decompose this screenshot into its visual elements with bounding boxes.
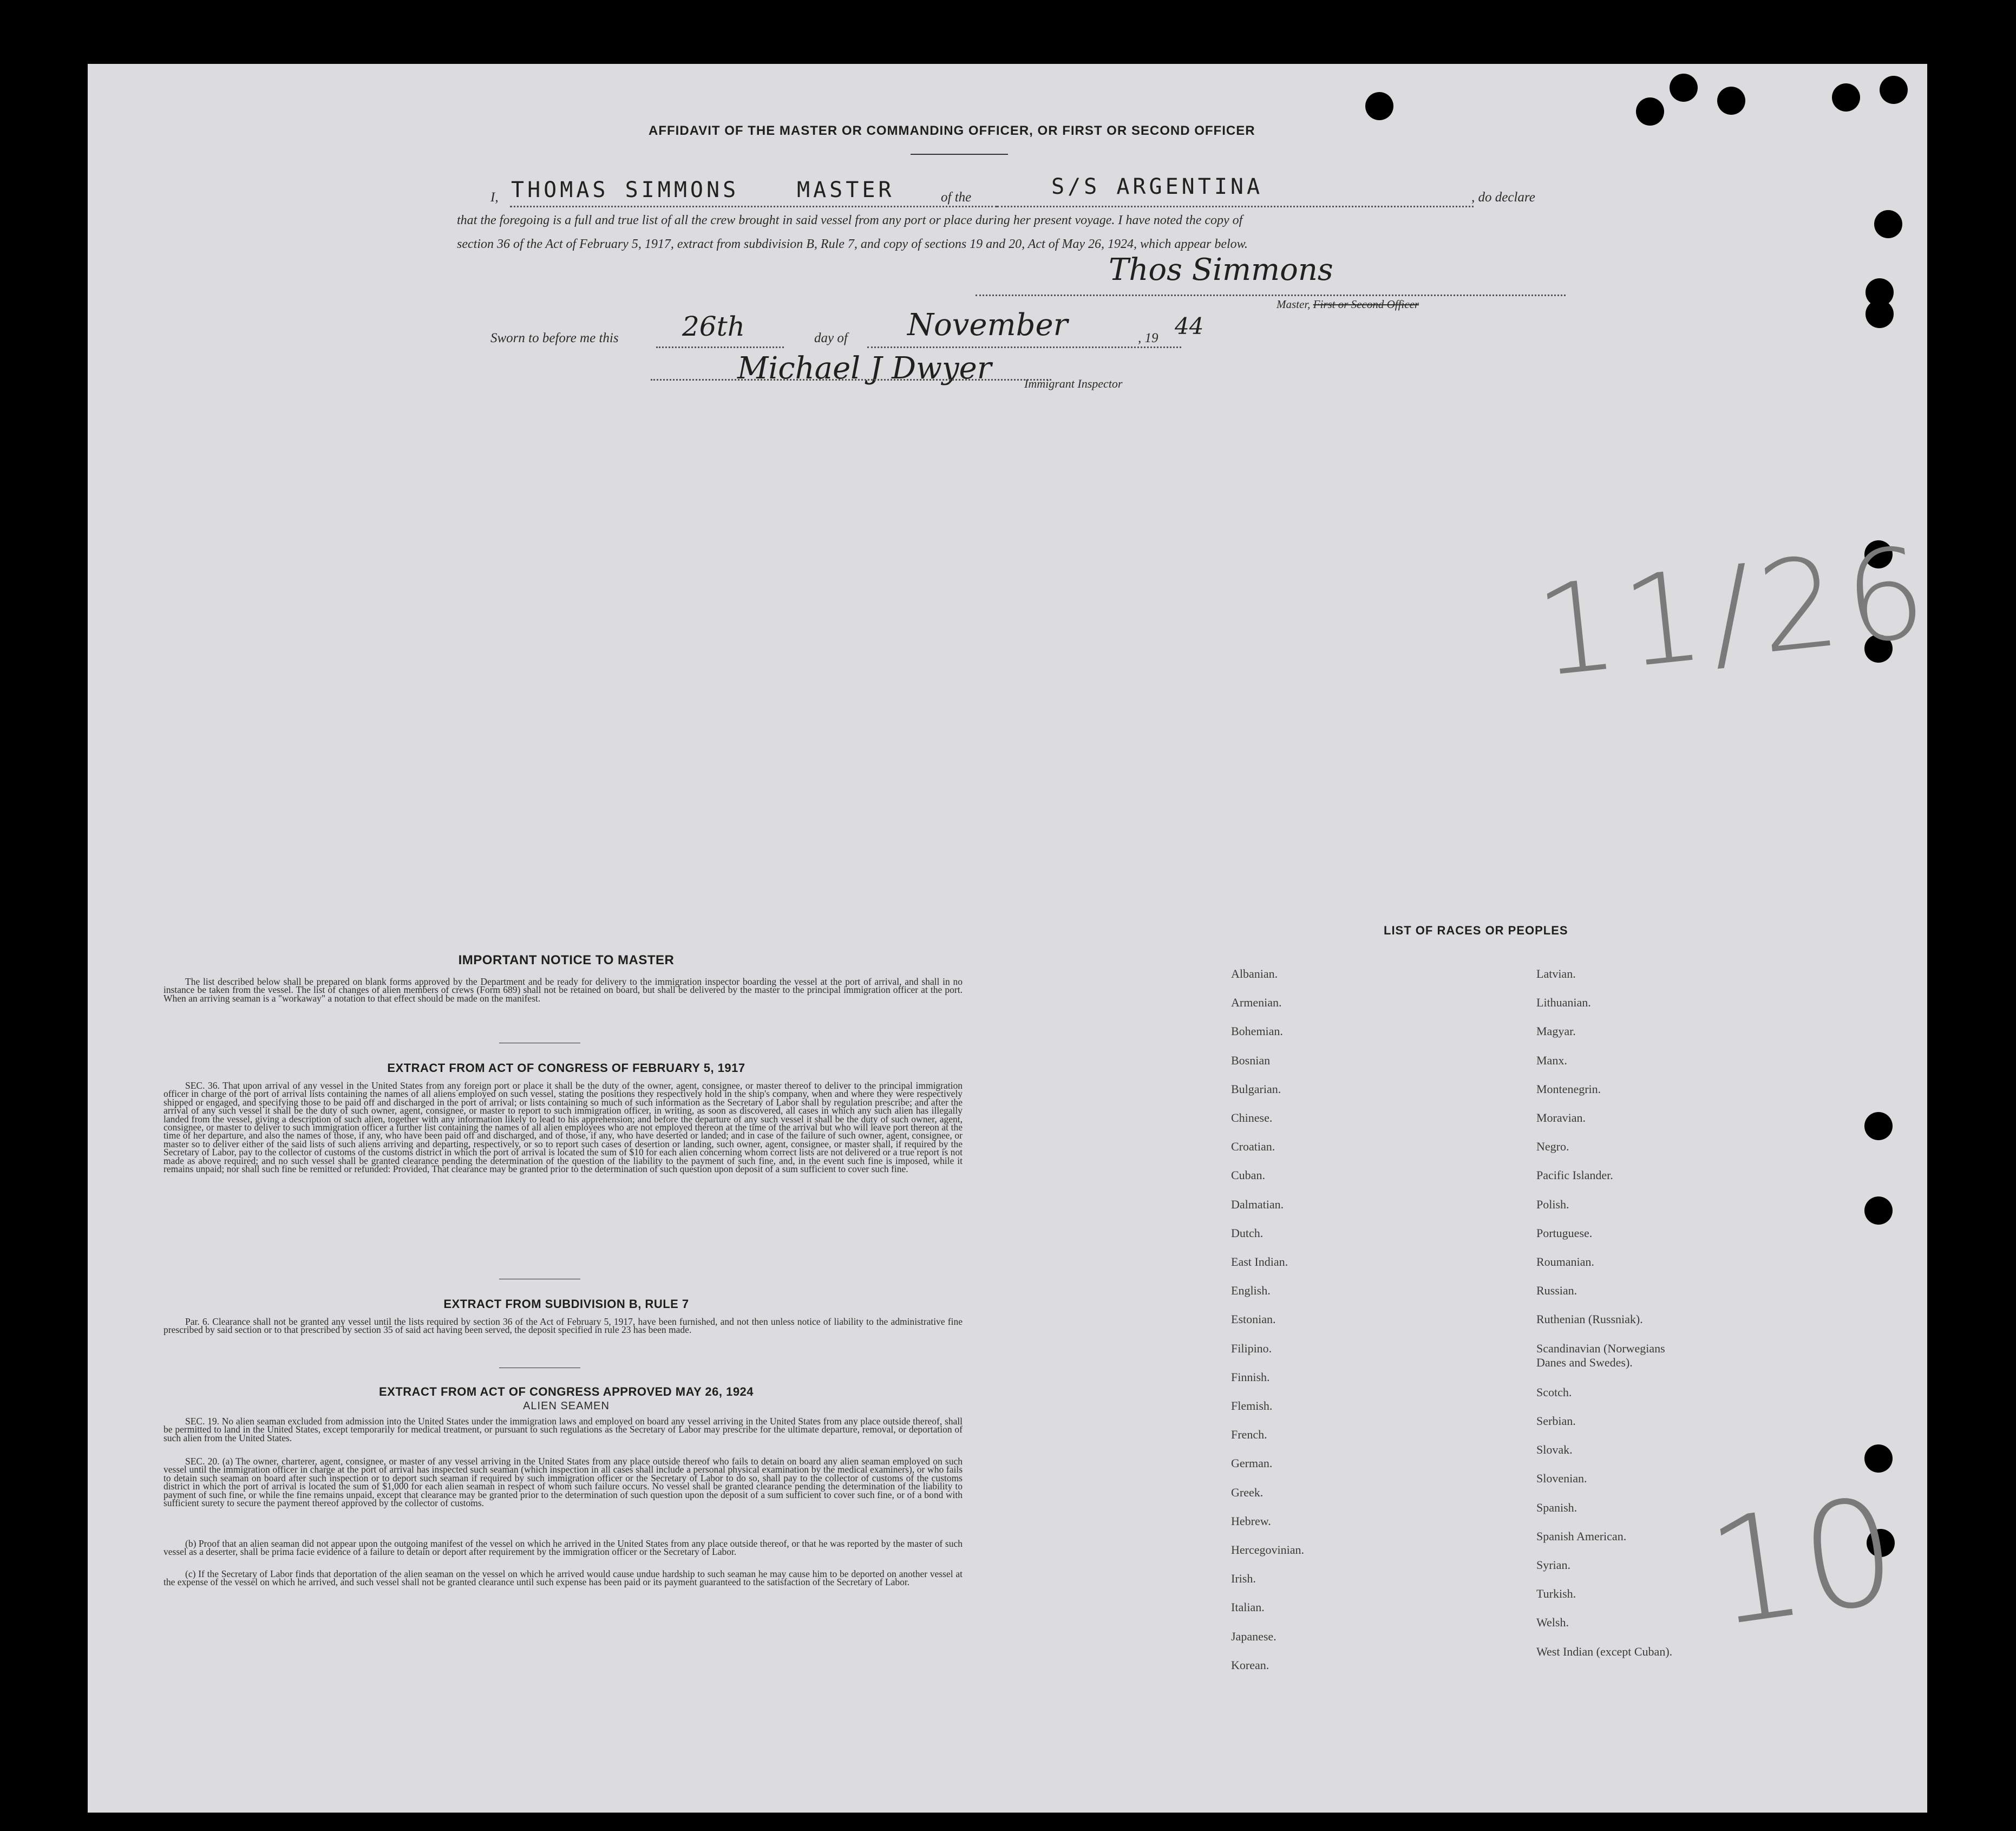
- race-item: Syrian.: [1536, 1558, 1570, 1572]
- affidavit-heading: AFFIDAVIT OF THE MASTER OR COMMANDING OFFICER, OR FIRST OR SECOND OFFICER: [649, 123, 1255, 138]
- punch-hole: [1864, 1196, 1893, 1225]
- signature-dotted-line: [976, 295, 1566, 296]
- punch-hole: [1874, 210, 1902, 238]
- month-dotted-line: [867, 346, 1181, 348]
- day-of-text: day of: [814, 331, 848, 345]
- race-item: Welsh.: [1536, 1616, 1569, 1630]
- master-caption-struck: First or Second Officer: [1313, 298, 1419, 311]
- extract-rule7-text: Par. 6. Clearance shall not be granted any vessel until the lists required by section 36 of the Act of February 5, 1917, have been furnished, and not then unless notice of liability to the administrative fine prescribed by said section or to that prescribed by section 35 of said act having been served, the deposit specified in rule 23 has been made.: [163, 1316, 963, 1336]
- punch-hole: [1832, 83, 1860, 112]
- race-item: Albanian.: [1231, 967, 1278, 980]
- master-signature: Thos Simmons: [1109, 252, 1333, 287]
- month-handwritten: November: [907, 308, 1068, 343]
- race-item: Croatian.: [1231, 1140, 1275, 1154]
- race-item: Japanese.: [1231, 1629, 1277, 1643]
- race-item: Lithuanian.: [1536, 996, 1591, 1010]
- race-item: Scandinavian (Norwegians: [1536, 1341, 1665, 1355]
- notice-title: IMPORTANT NOTICE TO MASTER: [458, 953, 675, 967]
- race-item: Moravian.: [1536, 1111, 1586, 1124]
- race-item: German.: [1231, 1456, 1273, 1470]
- race-item: Irish.: [1231, 1572, 1256, 1586]
- vessel-name-handwritten: S/S ARGENTINA: [1051, 174, 1264, 199]
- race-item: Slovenian.: [1536, 1472, 1587, 1486]
- race-item: Dalmatian.: [1231, 1197, 1284, 1211]
- day-dotted-line: [656, 346, 784, 348]
- race-item: Cuban.: [1231, 1168, 1265, 1182]
- race-item: Flemish.: [1231, 1399, 1273, 1413]
- race-item: Turkish.: [1536, 1587, 1576, 1601]
- extract-1924-title: EXTRACT FROM ACT OF CONGRESS APPROVED MAY 26, 1924: [378, 1385, 754, 1398]
- name-dotted-line: [510, 206, 997, 207]
- race-item: Negro.: [1536, 1140, 1569, 1154]
- heading-divider: [911, 154, 1008, 155]
- race-item: East Indian.: [1231, 1255, 1288, 1268]
- inspector-signature: Michael J Dwyer: [737, 351, 992, 386]
- race-item: Magyar.: [1536, 1024, 1576, 1038]
- race-item: Filipino.: [1231, 1341, 1272, 1355]
- race-item: Spanish.: [1536, 1500, 1578, 1514]
- race-item: Hercegovinian.: [1231, 1543, 1304, 1557]
- punch-hole: [1670, 74, 1698, 102]
- race-item: Armenian.: [1231, 996, 1282, 1010]
- extract-1917-text: SEC. 36. That upon arrival of any vessel in the United States from any foreign port or place it shall be the duty of the owner, agent, consignee, or master thereof to deliver to the principal immigration officer in charge of the port of arrival lists containing the names of all aliens employed on such vessel, stating the positions they respectively hold in the ship's company, when and where they were respectively shipped or engaged, and specifying those to be paid off and discharged in the port of arrival; or lists containing so much of such information as the Secretary of Labor shall by regulation prescribe; and after the arrival of any such vessel it shall be the duty of such owner, agent, consignee, or master to report to such immigration officer, in writing, as soon as discovered, all cases in which any such alien has illegally landed from the vessel, giving a description of such alien, together with any information likely to lead to his apprehension; and before the departure of any such vessel it shall be the duty of such owner, agent, consignee, or master to deliver to such immigration officer a further list containing the names of all alien employees who are not employed thereon at the time of the arrival but who will leave port thereon at the time of her departure, and also the names of those, if any, who have been paid off and discharged, and of those, if any, who have deserted or landed; and in case of the failure of such owner, agent, consignee, or master so to deliver either of the said lists of such aliens arriving and departing, respectively, or so to report such cases of desertion or landing, such owner, agent, consignee, or master shall, if required by the Secretary of Labor, pay to the collector of customs of the customs district in which the port of arrival is located the sum of $10 for each alien concerning whom correct lists are not delivered or a true report is not made as above required; and no such vessel shall be granted clearance pending the determination of the question of the liability to the payment of such fine, and, in the event such fine is imposed, while it remains unpaid; nor shall such fine be remitted or refunded: Provided, That clearance may be granted prior to the determination of such question upon deposit of a sum sufficient to cover such fine.: [163, 1080, 963, 1175]
- race-item: Finnish.: [1231, 1370, 1270, 1384]
- vessel-dotted-line: [997, 206, 1474, 207]
- race-item: Montenegrin.: [1536, 1082, 1601, 1096]
- extract-1924-sec19: SEC. 19. No alien seaman excluded from admission into the United States under the immigration laws and employed on board any vessel arriving in the United States from any place outside thereof, shall be permitted to land in the United States, except temporarily for medical treatment, or pursuant to such regulations as the Secretary of Labor may prescribe for the ultimate departure, removal, or deportation of such alien from the United States.: [163, 1416, 963, 1443]
- races-title: LIST OF RACES OR PEOPLES: [1384, 924, 1568, 937]
- punch-hole: [1636, 97, 1664, 126]
- punch-hole: [1864, 1112, 1893, 1140]
- extract-1917-title: EXTRACT FROM ACT OF CONGRESS OF FEBRUARY 5, 1917: [387, 1061, 745, 1075]
- master-name-handwritten: THOMAS SIMMONS: [511, 178, 739, 202]
- race-item: Polish.: [1536, 1197, 1569, 1211]
- extract-rule7-title: EXTRACT FROM SUBDIVISION B, RULE 7: [443, 1297, 689, 1311]
- affidavit-i: I,: [490, 190, 499, 205]
- race-item: West Indian (except Cuban).: [1536, 1644, 1673, 1658]
- affidavit-line-3: section 36 of the Act of February 5, 1917, extract from subdivision B, Rule 7, and copy of sections 19 and 20, Act of May 26, 1924, which appear below.: [457, 237, 1248, 251]
- affidavit-of-the: of the: [941, 190, 972, 205]
- punch-hole: [1880, 76, 1908, 104]
- extract-1924-sec20c: (c) If the Secretary of Labor finds that deportation of the alien seaman on the vessel on which he arrived would cause undue hardship to such seaman he may cause him to be deported on another vessel at the expense of the vessel on which he arrived, and such vessel shall not be granted clearance until such expense has been paid or its payment guaranteed to the satisfaction of the Secretary of Labor.: [163, 1568, 963, 1588]
- inspector-dotted-line: [651, 379, 1051, 381]
- punch-hole: [1866, 300, 1894, 328]
- notice-text: The list described below shall be prepared on blank forms approved by the Department and be ready for delivery to the immigration inspector boarding the vessel at the port of arrival, and shall in no instance be taken from the vessel. The list of changes of alien members of crews (Form 689) shall not be retained on board, but shall be delivered by the master to the principal immigration officer at the port. When an arriving seaman is a "workaway" a notation to that effect should be made on the manifest.: [163, 976, 963, 1004]
- year-handwritten: 44: [1175, 313, 1204, 339]
- master-caption: [1277, 298, 1419, 311]
- master-rank-handwritten: MASTER: [797, 178, 895, 202]
- punch-hole: [1365, 92, 1393, 120]
- inspector-caption: Immigrant Inspector: [1024, 377, 1123, 390]
- page-number-pencil-mark: 10: [1698, 1464, 1907, 1660]
- race-item: Dutch.: [1231, 1226, 1264, 1240]
- race-item: Greek.: [1231, 1485, 1264, 1499]
- race-item: Ruthenian (Russniak).: [1536, 1312, 1643, 1326]
- punch-hole: [1717, 87, 1745, 115]
- extract-1924-sec20b: (b) Proof that an alien seaman did not appear upon the outgoing manifest of the vessel on which he arrived in the United States from any place outside thereof, or that he was reported by the master of such vessel as a deserter, shall be prima facie evidence of a failure to detain or deport after requirement by the immigration officer or the Secretary of Labor.: [163, 1538, 963, 1558]
- race-item: Russian.: [1536, 1284, 1578, 1298]
- race-item: Estonian.: [1231, 1312, 1276, 1326]
- race-item: Scotch.: [1536, 1385, 1572, 1399]
- race-item: Bosnian: [1231, 1053, 1271, 1067]
- race-item: Chinese.: [1231, 1111, 1273, 1124]
- race-item: Slovak.: [1536, 1443, 1573, 1457]
- sworn-text: Sworn to before me this: [490, 331, 619, 345]
- race-item: English.: [1231, 1284, 1271, 1298]
- race-item: Portuguese.: [1536, 1226, 1593, 1240]
- race-item: Spanish American.: [1536, 1529, 1627, 1543]
- affidavit-do-declare: , do declare: [1471, 190, 1535, 205]
- race-item: Bulgarian.: [1231, 1082, 1281, 1096]
- race-item: Pacific Islander.: [1536, 1168, 1613, 1182]
- affidavit-line-2: that the foregoing is a full and true list of all the crew brought in said vessel from any port or place during her present voyage. I have noted the copy of: [457, 213, 1243, 227]
- extract-1924-subtitle: ALIEN SEAMEN: [523, 1400, 610, 1412]
- master-caption-master: Master,: [1277, 298, 1313, 311]
- race-item: French.: [1231, 1428, 1267, 1442]
- year-prefix: , 19: [1138, 331, 1158, 345]
- race-item: Latvian.: [1536, 967, 1576, 980]
- extract-1924-sec20a: SEC. 20. (a) The owner, charterer, agent, consignee, or master of any vessel arriving in the United States from any place outside thereof who fails to detain on board any alien seaman employed on such vessel until the immigration officer in charge at the port of arrival has inspected such seaman (which inspection in all cases shall include a personal physical examination by the medical examiners), or who fails to detain such seaman on board after such inspection or to deport such seaman if required by such immigration officer or the Secretary of Labor to do so, shall pay to the collector of customs of the customs district in which the port of arrival is located the sum of $1,000 for each alien seaman in respect of whom such failure occurs. No vessel shall be granted clearance pending the determination of the liability to payment of such fine, or while the fine remains unpaid, except that clearance may be granted prior to the determination of such question upon the deposit of a sum sufficient to cover such fine, or of a bond with sufficient surety to secure the payment thereof approved by the collector of customs.: [163, 1456, 963, 1509]
- race-item: Serbian.: [1536, 1414, 1576, 1428]
- day-handwritten: 26th: [682, 311, 745, 342]
- race-item: Danes and Swedes).: [1536, 1355, 1633, 1369]
- document-sheet: [88, 64, 1940, 1813]
- race-item: Roumanian.: [1536, 1255, 1594, 1268]
- race-item: Bohemian.: [1231, 1024, 1283, 1038]
- race-item: Italian.: [1231, 1600, 1265, 1614]
- race-item: Korean.: [1231, 1658, 1269, 1672]
- date-pencil-mark: 11/26: [1530, 520, 1940, 705]
- race-item: Manx.: [1536, 1053, 1567, 1067]
- race-item: Hebrew.: [1231, 1514, 1271, 1528]
